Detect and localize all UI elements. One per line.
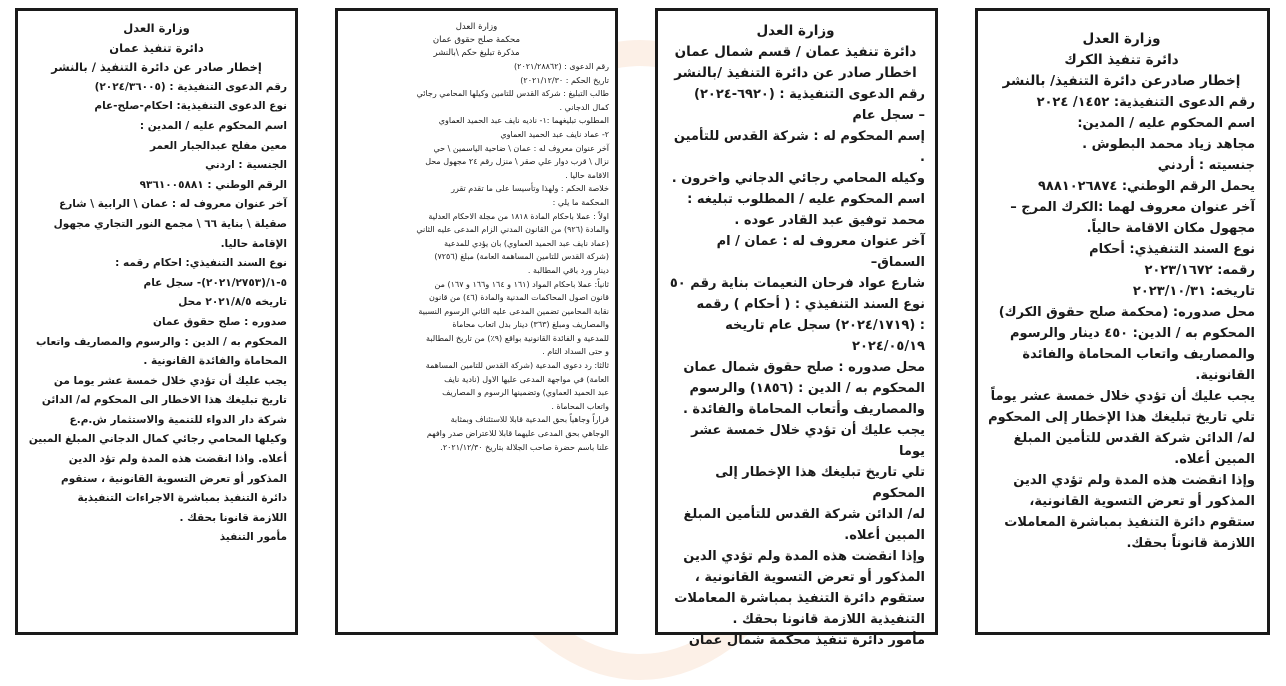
notice-line: نقابة المحامين تضمين المدعى عليه الثاني الرسوم النسبية — [418, 306, 609, 316]
notice-line: إسم المحكوم له : شركة القدس للتأمين . — [673, 129, 925, 165]
notice-line: رقمه: ٢٠٢٣/١٦٧٢ — [1144, 263, 1255, 278]
notice-line: تلي تاريخ تبليغك هذا الإخطار إلى المحكوم — [715, 465, 925, 501]
notice-line: نوع السند التنفيذي: احكام رقمه : — [115, 257, 287, 270]
notice-line: محل صدوره: (محكمة صلح حقوق الكرك) — [998, 305, 1255, 320]
notice-line: المذكور أو تعرض التسوية القانونية ، — [694, 570, 925, 585]
notice-line: آخر عنوان معروف له : عمان \ الرابية \ شارع — [59, 198, 287, 211]
notice-line: يجب عليك أن تؤدي خلال خمسة عشر يوما — [691, 423, 925, 459]
notice-line: كمال الدجاني . — [559, 102, 609, 112]
notice-line: والمصاريف وأتعاب المحاماة والفائدة . — [682, 402, 925, 417]
notice-line: معين مفلح عبدالجبار العمر — [150, 139, 287, 152]
notice-line: ٢٠٢٤/٠٥/١٩ — [852, 339, 925, 354]
notice-line: رقم الدعوى التنفيذية : (٢٠٢٤/٣٦٠٠٥) — [94, 80, 287, 93]
notice-line: و حتى السداد التام . — [542, 347, 609, 357]
notice-line: والمادة (٩٢٦) من القانون المدني الزام المدعى عليه الثاني — [416, 225, 609, 235]
notice-line: المطلوب تبليغهما :١- ناديه نايف عبد الحميد العماوي — [438, 116, 609, 126]
notice-line: دينار ورد باقي المطالبة . — [527, 265, 609, 275]
notice-line: واتعاب المحاماة . — [551, 401, 609, 411]
notice-header-ministry: وزارة العدل — [123, 21, 190, 35]
notice-line: وكيله المحامي رجائي الدجاني واخرون . — [671, 171, 925, 186]
notice-line: (شركة القدس للتامين المساهمة العامة) مبلغ (٧٢٥٦) — [434, 252, 609, 262]
notice-line: العامة) في مواجهة المدعى عليها الاول (نادية نايف — [444, 374, 609, 384]
notice-line: والمصاريف ومبلغ (٣٦٣) دينار بدل اتعاب محاماة — [452, 320, 609, 330]
notice-line: نوع الدعوى التنفيذية: احكام-صلح-عام — [94, 100, 287, 113]
notice-line: نزال \ قرب دوار علي صقر \ منزل رقم ٢٤ مجهول محل — [425, 157, 609, 167]
notice-line: دائرة التنفيذ بمباشرة الاجراءات التنفيذية — [77, 492, 287, 505]
notice-line: وإذا انقضت هذه المدة ولم تؤدي الدين — [683, 549, 925, 564]
notice-line: للمدعية و الفائدة القانونية بواقع (٩٪) من تاريخ المطالبة — [425, 333, 609, 343]
notice-line: شركة دار الدواء للتنمية والاستثمار ش.م.ع — [69, 413, 287, 426]
notice-line: صدوره : صلح حقوق عمان — [152, 315, 287, 328]
notice-line: علنا باسم حضرة صاحب الجلالة بتاريخ ٢٠٢١/١٢/٣٠. — [440, 442, 609, 452]
notice-line: ستقوم دائرة التنفيذ بمباشرة المعاملات — [1004, 515, 1255, 530]
notice-line: ستقوم دائرة التنفيذ بمباشرة المعاملات — [674, 591, 925, 606]
notice-line: المبين أعلاه. — [1174, 452, 1255, 467]
notice-line: والمصاريف واتعاب المحاماة والفائدة — [1022, 347, 1255, 362]
notice-header-title: مذكرة تبليغ حكم \بالنشر — [433, 48, 520, 58]
notice-line: يجب عليك أن تؤدي خلال خمسة عشر يوما من — [53, 374, 287, 387]
notice-line: اللازمة قانوناً بحقك. — [1126, 536, 1255, 551]
notice-line: وكيلها المحامي رجائي كمال الدجاني المبلغ المبين — [28, 433, 287, 446]
notice-line: اولاً : عملا باحكام المادة ١٨١٨ من مجلة الاحكام العدلية — [428, 211, 609, 221]
notice-line: اسم المحكوم عليه / المدين: — [1077, 116, 1255, 131]
notice-line: ثانياً: عملا باحكام المواد (١٦١ و ١٦٤ و١٦٦ و ١٦٧) من — [434, 279, 609, 289]
notice-line: آخر عنوان معروف له : عمان \ ضاحية الياسمين \ حي — [433, 143, 609, 153]
notice-line: آخر عنوان معروف له : عمان / ام السماق– — [716, 234, 925, 270]
notice-line: – سجل عام — [852, 108, 925, 123]
notice-line: عبد الحميد العماوي) وتضمينها الرسوم و المصاريف — [442, 388, 609, 398]
notice-header-ministry: وزارة العدل — [455, 22, 498, 32]
notice-header-title: إخطار صادر عن دائرة التنفيذ / بالنشر — [51, 60, 262, 75]
notice-line: تاريخ تبليغك هذا الاخطار الى المحكوم له/ الدائن — [41, 394, 287, 407]
notice-line: ٢- عماد نايف عبد الحميد العماوي — [500, 129, 609, 139]
notice-line: أعلاه. واذا انقضت هذه المدة ولم تؤد الدين — [68, 453, 287, 466]
notice-line: شارع عواد فرحان النعيمات بناية رقم ٥٠ — [669, 276, 925, 291]
notice-line: القانونية. — [1195, 368, 1255, 383]
notice-line: الاقامة حاليا . — [565, 170, 609, 180]
notice-line: اللازمة قانونا بحقك . — [179, 511, 287, 524]
notice-line: المحكوم به / الدين : والرسوم والمصاريف واتعاب — [35, 335, 287, 348]
notice-line: نوع السند التنفيذي : ( أحكام ) رقمه — [696, 297, 925, 312]
notice-line: المحاماة والفائدة القانونية . — [143, 355, 287, 368]
notice-header-title: إخطار صادرعن دائرة التنفيذ/ بالنشر — [1002, 73, 1241, 89]
notice-line: تلي تاريخ تبليغك هذا الإخطار إلى المحكوم — [988, 410, 1255, 425]
notice-line: مجهول مكان الاقامة حالياً. — [1086, 221, 1255, 236]
notice-line: رقم الدعوى : (٢٠٢١/٢٨٨٦٢) — [514, 62, 609, 71]
notice-header-department: دائرة تنفيذ عمان — [109, 40, 204, 55]
notice-line: قانون اصول المحاكمات المدنية والمادة (٤٦) من قانون — [428, 293, 609, 303]
notice-line: الرقم الوطني : ٩٣٦١٠٠٥٨٨١ — [139, 178, 287, 191]
notice-line: له/ الدائن شركة القدس للتأمين المبلغ — [1013, 431, 1255, 446]
notice-header-ministry: وزارة العدل — [756, 23, 835, 39]
notice-header-department: دائرة تنفيذ عمان / قسم شمال عمان — [674, 44, 917, 60]
notice-line: آخر عنوان معروف لهما :الكرك المرج – — [1010, 200, 1255, 215]
notice-line: رقم الدعوى التنفيذية: ١٤٥٢/ ٢٠٢٤ — [1036, 95, 1255, 110]
notice-line: الوجاهي بحق المدعى عليهما قابلا للاعتراض صدر وافهم — [426, 429, 609, 439]
notice-line: يحمل الرقم الوطني: ٩٨٨١٠٢٦٨٧٤ — [1037, 179, 1255, 194]
notice-line: المحكوم به / الدين : (١٨٥٦) والرسوم — [689, 381, 925, 396]
notice-line: ٥-١/(٢٠٢١/٢٧٥٣)- سجل عام — [143, 276, 287, 289]
notice-signature: مأمور دائرة تنفيذ محكمة شمال عمان — [688, 633, 925, 648]
notice-line: ثالثا: رد دعوى المدعية (شركة القدس للتامين المساهمة — [425, 361, 609, 371]
notice-line: اسم المحكوم عليه / المدين : — [139, 119, 287, 132]
notice-line: له/ الدائن شركة القدس للتأمين المبلغ — [683, 507, 925, 522]
notice-line: قراراً وجاهياً بحق المدعية قابلا للاستئناف وبمثابة — [450, 415, 609, 425]
notice-line: اسم المحكوم عليه / المطلوب تبليغه : — [687, 192, 925, 207]
notice-signature: مأمور التنفيذ — [219, 531, 287, 544]
notice-line: رقم الدعوى التنفيذية : (٦٩٢٠-٢٠٢٤) — [694, 87, 925, 102]
notice-header-title: اخطار صادر عن دائرة التنفيذ /بالنشر — [674, 65, 917, 81]
notice-line: (عماد نايف عبد الحميد العماوي) بان يؤدي للمدعية — [444, 238, 609, 248]
notice-north-amman — [655, 8, 938, 648]
notice-line: التنفيذية اللازمة قانونا بحقك . — [732, 612, 925, 627]
notice-line: صقيلة \ بناية ٦٦ \ مجمع النور التجاري مجهول — [53, 217, 287, 230]
notice-line: الجنسية : اردني — [205, 159, 287, 172]
notice-karak — [975, 8, 1270, 635]
notice-line: محمد توفيق عبد القادر عوده . — [734, 213, 925, 228]
notice-line: : (٢٠٢٤/١٧١٩) سجل عام تاريخه — [725, 318, 925, 333]
notice-line: تاريخه: ٢٠٢٣/١٠/٣١ — [1132, 284, 1255, 299]
notice-line: المحكمة ما يلي : — [552, 197, 609, 207]
notice-line: يجب عليك أن تؤدي خلال خمسة عشر يوماً — [990, 389, 1255, 404]
notice-header-court: محكمة صلح حقوق عمان — [432, 35, 521, 45]
notice-line: الإقامة حاليا. — [220, 237, 287, 250]
notice-header-department: دائرة تنفيذ الكرك — [1064, 52, 1179, 68]
notice-line: محل صدوره : صلح حقوق شمال عمان — [683, 360, 925, 375]
notice-amman — [15, 8, 298, 635]
notice-line: المذكور أو تعرض التسوية القانونية ، ستقوم — [61, 472, 287, 485]
notice-line: تاريخ الحكم : ٢٠٢١/١٢/٣٠) — [520, 75, 609, 85]
notice-line: جنسيته : أردني — [1157, 158, 1255, 173]
notice-line: مجاهد زياد محمد البطوش . — [1082, 137, 1255, 152]
notice-line: وإذا انقضت هذه المدة ولم تؤدي الدين — [1013, 473, 1255, 488]
notice-line: خلاصة الحكم : ولهذا وتأسيسا على ما تقدم تقرر — [451, 184, 609, 194]
notice-line: المحكوم به / الدين: ٤٥٠ دينار والرسوم — [1010, 326, 1255, 341]
notice-line: المذكور أو تعرض التسوية القانونية، — [1029, 494, 1255, 509]
notice-line: المبين أعلاه. — [844, 528, 925, 543]
notice-line: تاريخه ٢٠٢١/٨/٥ محل — [178, 296, 287, 309]
notice-court-amman — [335, 8, 618, 635]
notice-line: نوع السند التنفيذي: أحكام — [1089, 242, 1255, 257]
notice-line: طالب التبليغ : شركة القدس للتامين وكيلها المحامي رجائي — [416, 89, 609, 99]
notice-header-ministry: وزارة العدل — [1082, 31, 1161, 47]
